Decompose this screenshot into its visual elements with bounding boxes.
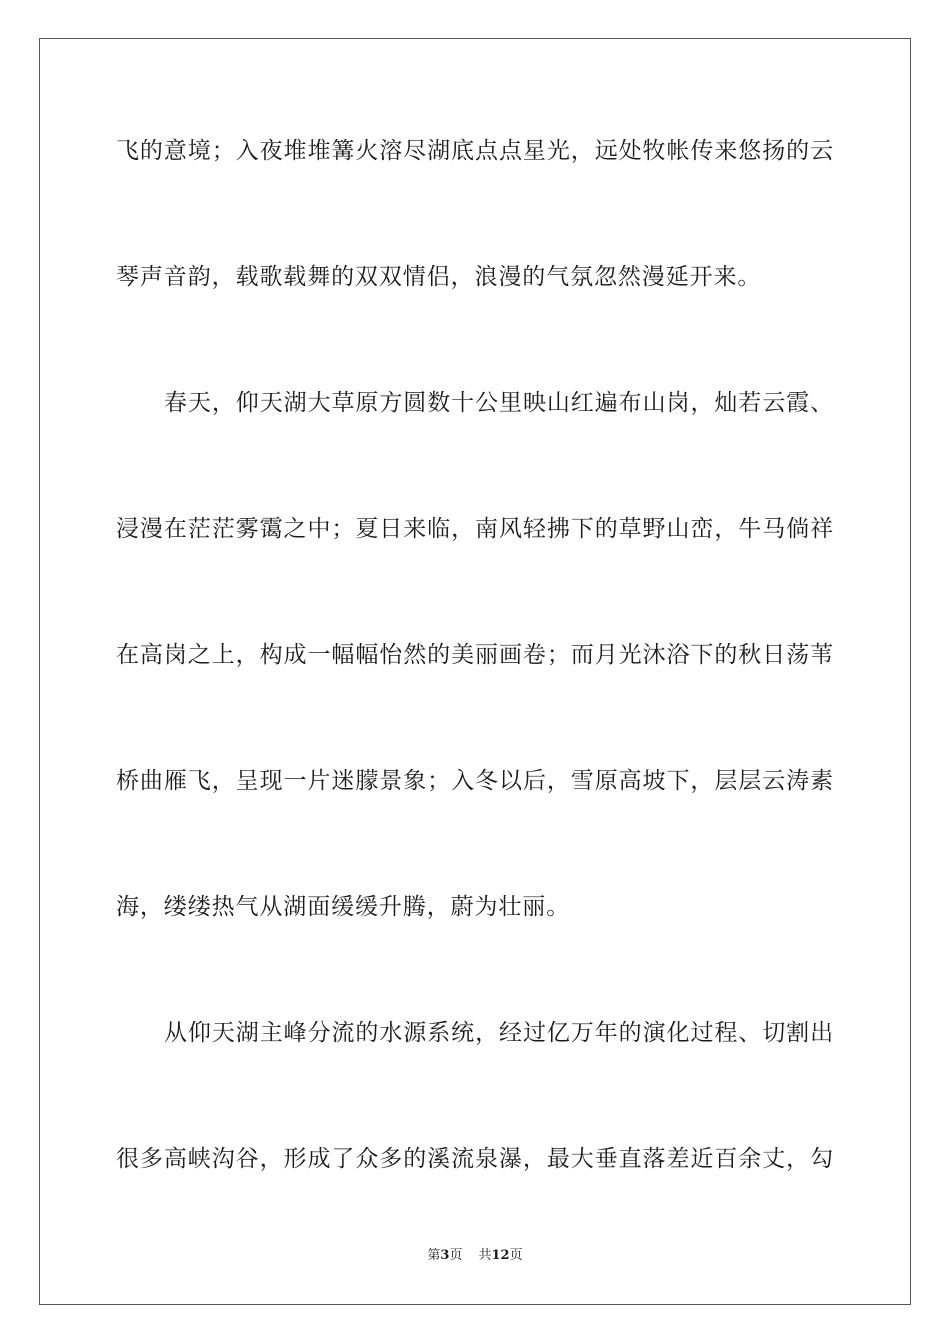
total-pages: 12 [491, 1248, 510, 1263]
paragraph-line: 浸漫在茫茫雾霭之中；夏日来临，南风轻拂下的草野山峦，牛马倘祥 [116, 516, 834, 542]
page-border [39, 38, 911, 1305]
paragraph-line: 在高岗之上，构成一幅幅怡然的美丽画卷；而月光沐浴下的秋日荡苇 [116, 642, 834, 668]
page-number: 3 [440, 1248, 450, 1263]
paragraph-line: 琴声音韵，载歌载舞的双双情侣，浪漫的气氛忽然漫延开来。 [116, 264, 762, 290]
total-suffix: 页 [509, 1248, 523, 1263]
page-footer [0, 1247, 950, 1265]
paragraph-line: 很多高峡沟谷，形成了众多的溪流泉瀑，最大垂直落差近百余丈，勾 [116, 1146, 834, 1172]
paragraph-line: 春天，仰天湖大草原方圆数十公里映山红遍布山岗，灿若云霞、 [164, 390, 834, 416]
paragraph-line: 桥曲雁飞，呈现一片迷朦景象；入冬以后，雪原高坡下，层层云涛素 [116, 768, 834, 794]
page-prefix: 第 [427, 1248, 441, 1263]
total-prefix: 共 [478, 1248, 492, 1263]
paragraph-line: 从仰天湖主峰分流的水源系统，经过亿万年的演化过程、切割出 [164, 1020, 834, 1046]
paragraph-line: 海，缕缕热气从湖面缓缓升腾，蔚为壮丽。 [116, 894, 571, 920]
page-suffix: 页 [449, 1248, 463, 1263]
paragraph-line: 飞的意境；入夜堆堆篝火溶尽湖底点点星光，远处牧帐传来悠扬的云 [116, 138, 834, 164]
